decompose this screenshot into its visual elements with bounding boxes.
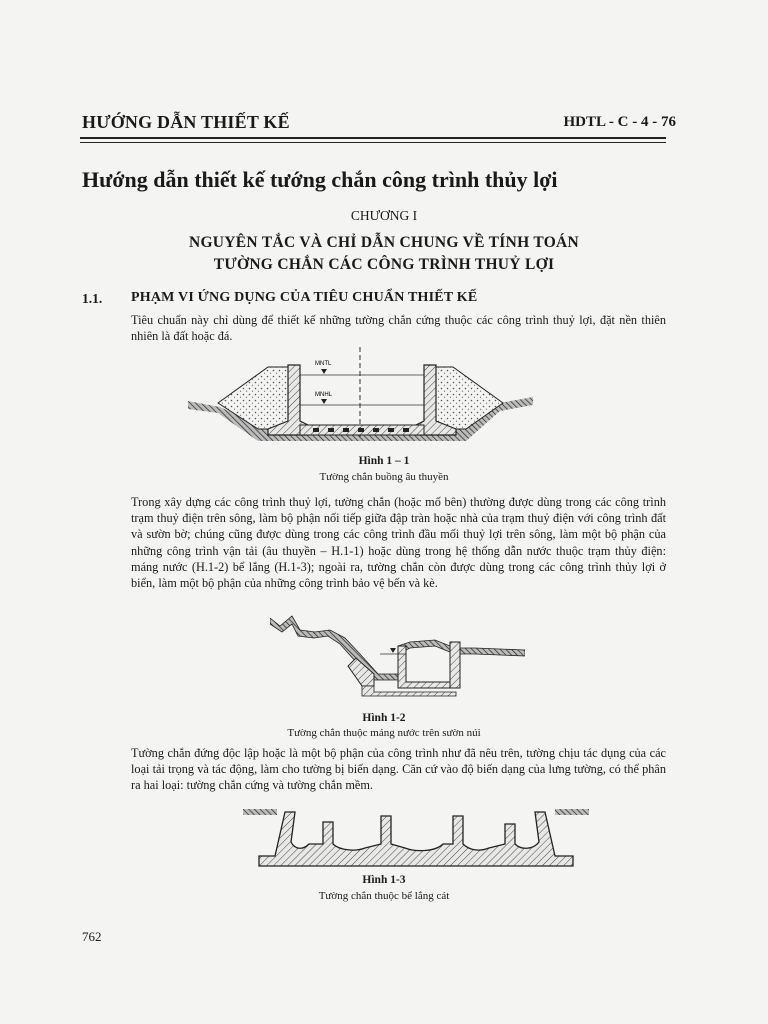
document-title: Hướng dẫn thiết kế tướng chắn công trình thủy lợi	[82, 167, 558, 192]
flume-channel-right	[450, 642, 460, 688]
header-title: HƯỚNG DẪN THIẾT KẾ	[82, 112, 290, 132]
header-code: HDTL - C - 4 - 76	[563, 114, 676, 130]
flume-water-marker	[390, 648, 396, 653]
basin-structure	[259, 812, 573, 866]
figure-1-2-flume	[270, 612, 525, 702]
paragraph-2-text: Trong xây dựng các công trình thuỷ lợi, tường chắn (hoặc mố bên) thường được dùng trong các công trình trạm thuỷ điện trên sông, làm bộ phận nối tiếp giữa đập tràn hoặc nhà của trạm thuỷ điện với công trình đất và sườn bờ; chúng cũng được dùng trong các công trình đầu mối thuỷ lợi trên sông, làm một bộ phận của những công trình vận tải (âu thuyền – H.1-1) hoặc dùng trong hệ thống dẫn nước thuộc trạm thủy điện: máng nước (H.1-2) bể lắng (H.1-3); ngoài ra, tường chắn còn được dùng trong các công trình thủy lợi ở biển, làm một bộ phận của những công trình bảo vệ bến và kè.	[131, 495, 666, 591]
figure-1-2-number: Hình 1-2	[362, 712, 406, 724]
figure-1-3-caption: Tường chắn thuộc bể lắng cát	[318, 890, 450, 902]
mnhl-label: MNHL	[315, 392, 333, 398]
figure-1-3-number: Hình 1-3	[362, 874, 406, 886]
figure-1-1-lock-chamber	[188, 345, 533, 453]
header-rule-thick	[80, 137, 666, 139]
figure-1-2-caption: Tường chắn thuộc máng nước trên sườn núi	[287, 727, 481, 739]
section-number: 1.1.	[82, 291, 103, 306]
page-number: 762	[82, 929, 102, 944]
right-embankment	[436, 367, 503, 429]
chapter-label: CHƯƠNG I	[350, 208, 418, 223]
paragraph-3-text: Tường chắn đứng độc lập hoặc là một bộ phận của công trình như đã nêu trên, tường chịu tác dụng của các loại tải trọng và tác động, làm cho tường bị biến dạng. Căn cứ vào độ biến dạng của lưng tường, có thể phân ra hai loại: tường chắn cứng và tường chắn mềm.	[131, 746, 666, 793]
section-intro	[131, 312, 666, 344]
mntl-label: MNTL	[315, 361, 332, 367]
paragraph-2	[131, 494, 666, 591]
figure-1-1-number: Hình 1 – 1	[358, 455, 410, 467]
figure-1-1-caption: Tường chắn buồng âu thuyền	[319, 471, 449, 483]
paragraph-3	[131, 745, 666, 794]
figure-1-3-settling-basin	[243, 804, 589, 872]
mnhl-marker	[321, 399, 327, 404]
chapter-title-line2: TƯỜNG CHẮN CÁC CÔNG TRÌNH THUỶ LỢI	[213, 256, 555, 273]
header-rule-thin	[80, 142, 666, 143]
section-intro-text: Tiêu chuẩn này chỉ dùng để thiết kế những tường chắn cứng thuộc các công trình thuỷ lợi, đặt nền thiên nhiên là đất hoặc đá.	[131, 313, 666, 344]
flume-left-wall	[348, 658, 374, 686]
ground-right	[555, 809, 589, 815]
section-title: PHẠM VI ỨNG DỤNG CỦA TIÊU CHUẨN THIẾT KẾ	[131, 290, 478, 305]
ground-left	[243, 809, 277, 815]
mntl-marker	[321, 369, 327, 374]
chapter-title-line1: NGUYÊN TẮC VÀ CHỈ DẪN CHUNG VỀ TÍNH TOÁN	[188, 234, 580, 251]
flume-channel-left	[398, 646, 456, 688]
